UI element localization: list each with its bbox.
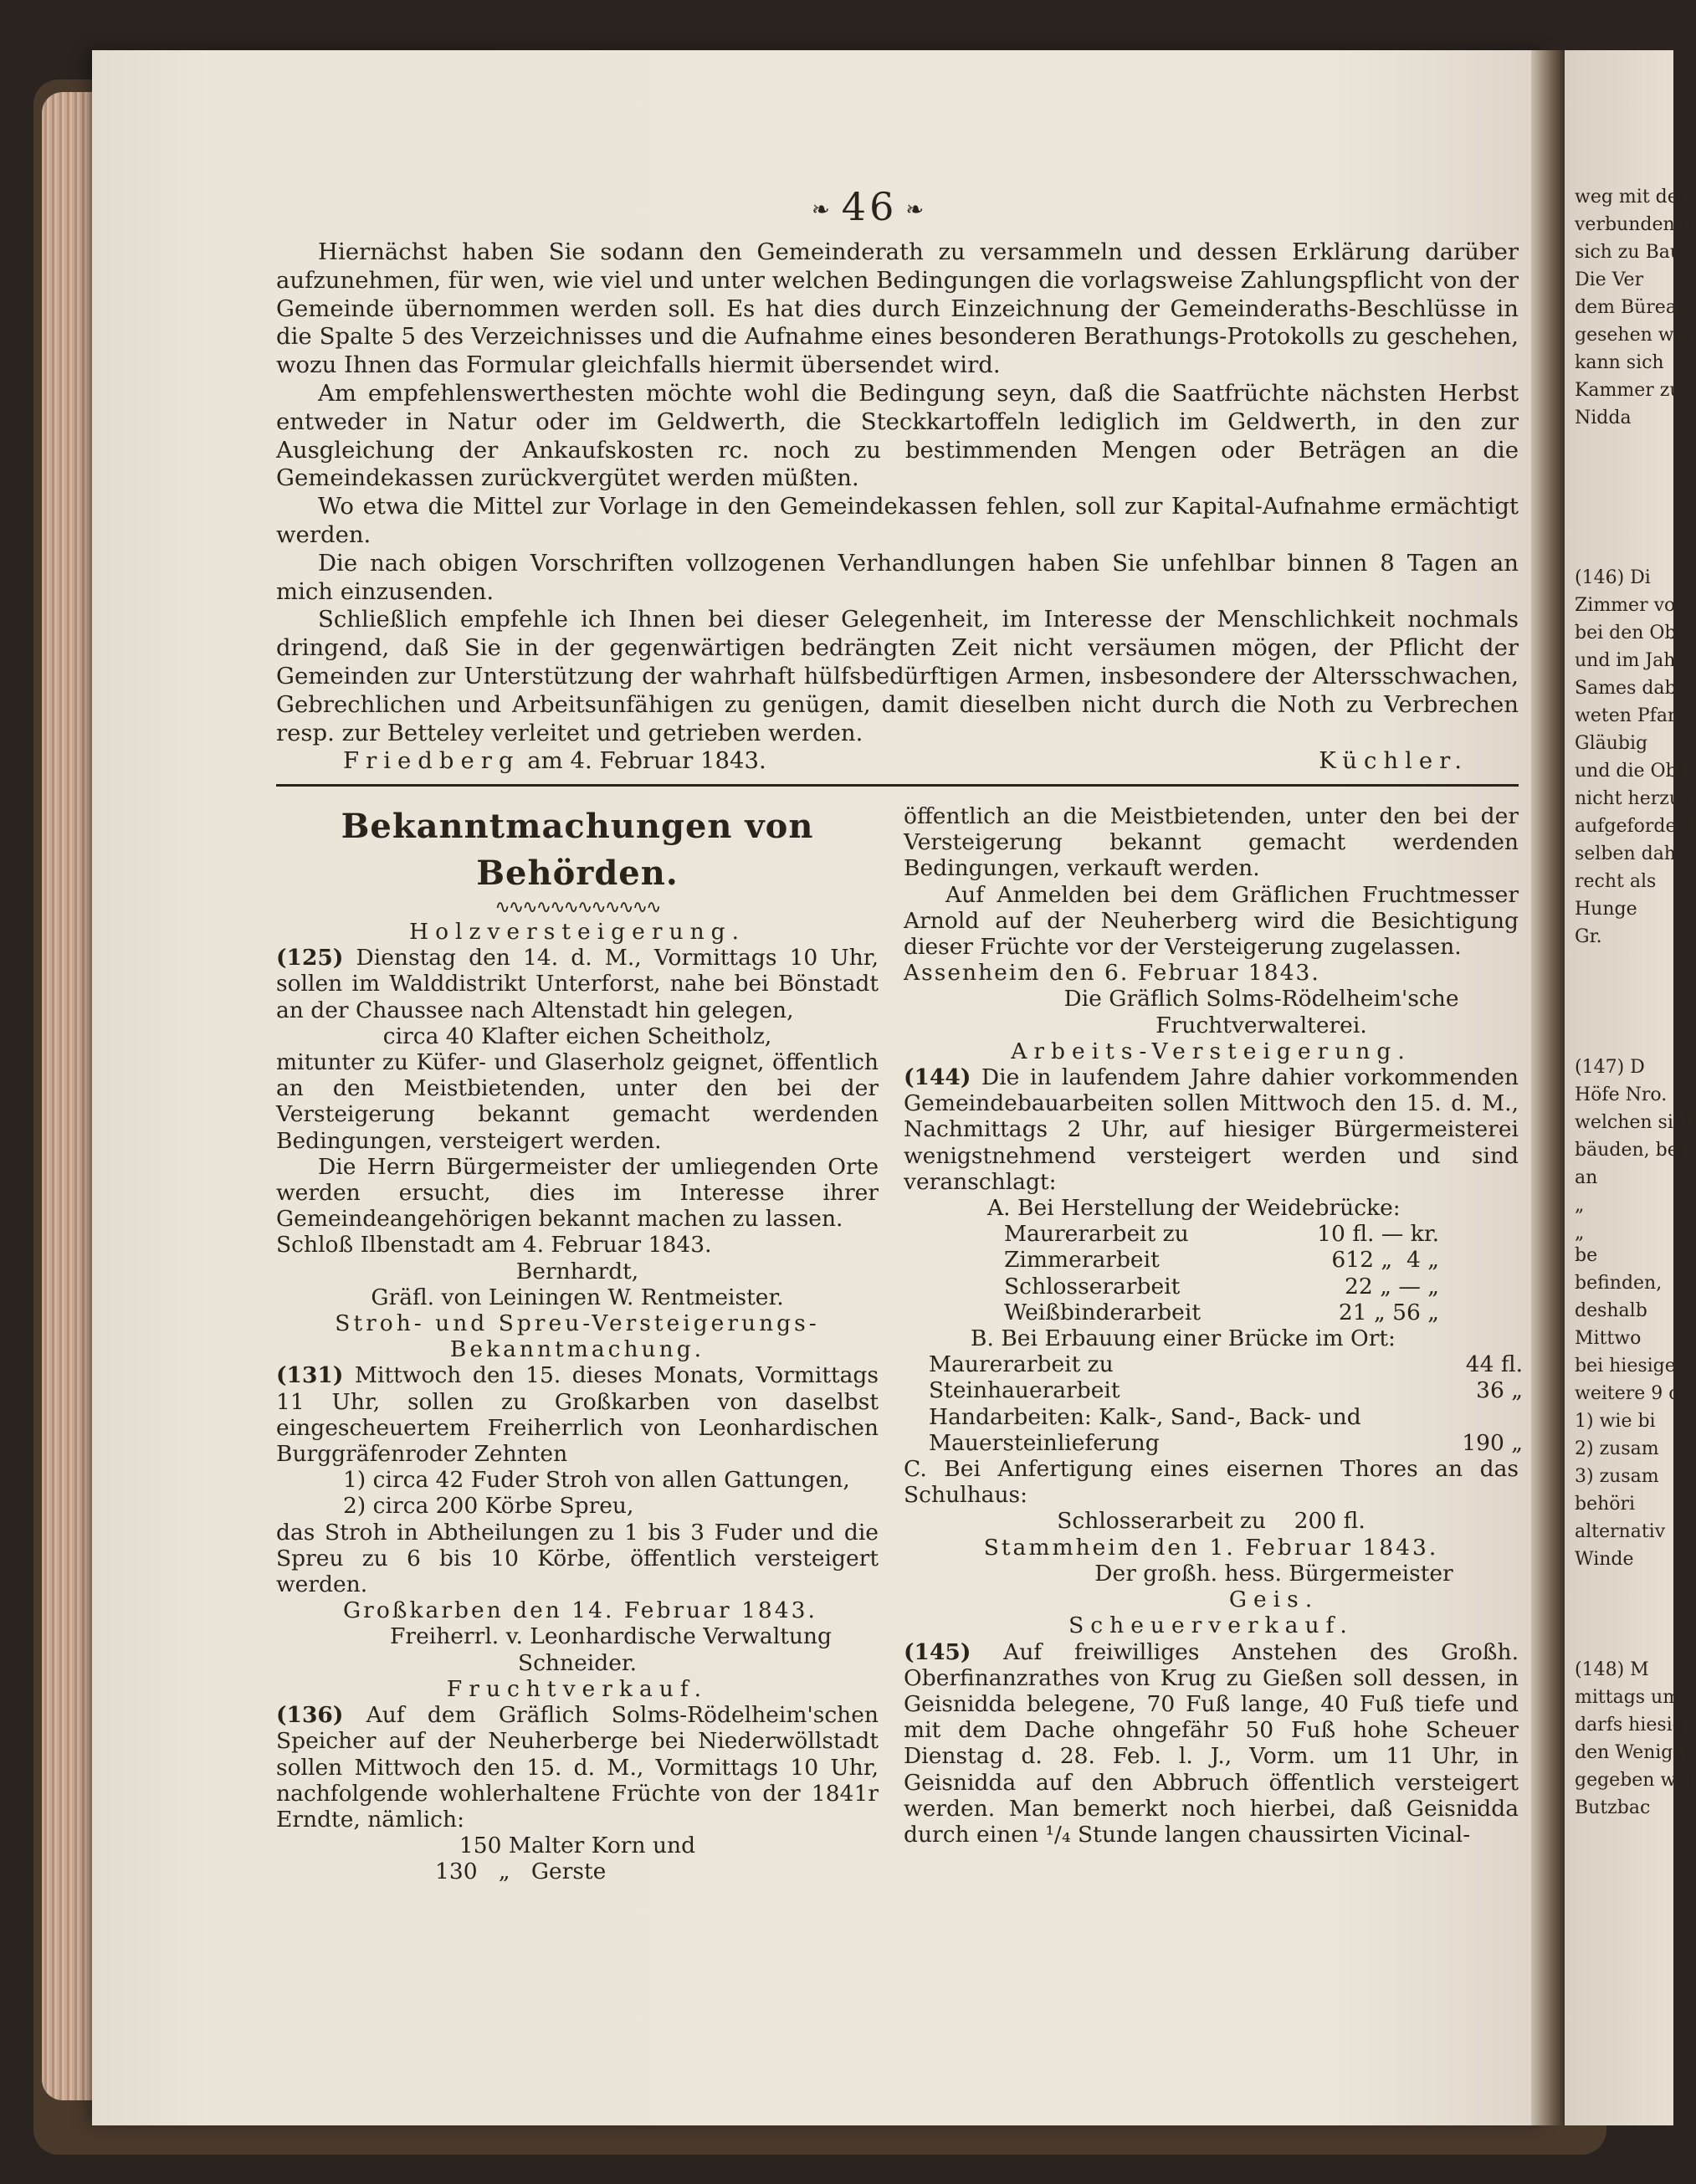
- notice-title: Fruchtverkauf.: [446, 1675, 709, 1702]
- notice-text: Auf dem Gräflich Solms-Rödelheim'schen Speicher auf der Neuherberge bei Niederwöllstadt sollen Mittwoch den 15. d. M., Vormittags 10 Uhr, nachfolgende wohlerhaltene Früchte von der 1841r Erndte, nämlich:: [276, 1702, 879, 1833]
- notice-text: Auf Anmelden bei dem Gräflichen Fruchtmesser Arnold auf der Neuherberg wird die Besichtigung dieser Früchte vor der Versteigerung zugelassen.: [904, 881, 1519, 961]
- notice-place: Schloß Ilbenstadt am 4. Februar 1843.: [276, 1232, 712, 1259]
- next-page-line: den Wenigst: [1575, 1742, 1690, 1763]
- list-item: 130 „ Gerste: [435, 1858, 607, 1885]
- intro-text: [276, 238, 1519, 776]
- cost-table-b: [929, 1351, 1523, 1456]
- next-page-line: Hunge: [1575, 899, 1637, 920]
- list-heading: C. Bei Anfertigung eines eisernen Thores an das Schulhaus:: [904, 1456, 1519, 1509]
- intro-paragraph: Die nach obigen Vorschriften vollzogenen Verhandlungen haben Sie unfehlbar binnen 8 Tagen an mich einzusenden.: [276, 549, 1519, 605]
- cost-label: Handarbeiten: Kalk-, Sand-, Back- und: [929, 1403, 1361, 1430]
- next-page-line: Höfe Nro.: [1575, 1084, 1668, 1105]
- next-page-line: selben dah: [1575, 843, 1676, 864]
- notice-title: Bekanntmachung.: [449, 1336, 705, 1363]
- next-page-line: bäuden, bei: [1575, 1140, 1684, 1161]
- notice-signature: Schneider.: [517, 1649, 638, 1676]
- notice-title: Arbeits-Versteigerung.: [1011, 1038, 1412, 1064]
- date: am 4. Februar 1843.: [520, 747, 766, 775]
- next-page-line: verbunden u: [1575, 214, 1693, 235]
- list-item: 1) circa 42 Fuder Stroh von allen Gattungen,: [343, 1467, 850, 1494]
- next-page-line: sich zu Bau: [1575, 242, 1683, 263]
- notice-text: öffentlich an die Meistbietenden, unter den bei der Versteigerung bekannt gemacht werdenden Bedingungen, verkauft werden.: [904, 803, 1519, 882]
- cost-row: [1004, 1221, 1439, 1247]
- next-page-line: nicht herzus: [1575, 788, 1691, 809]
- cost-label: Schlosserarbeit: [1004, 1273, 1181, 1300]
- next-page-line: (147) D: [1575, 1057, 1645, 1078]
- notice-136: [276, 1702, 879, 1833]
- list-item: 150 Malter Korn und: [459, 1833, 696, 1859]
- left-ornament-icon: ❧: [812, 197, 833, 223]
- cost-label: Weißbinderarbeit: [1004, 1299, 1201, 1325]
- left-column: [276, 803, 879, 1885]
- notice-number: (144): [904, 1064, 971, 1091]
- cost-label: Mauersteinlieferung: [929, 1429, 1160, 1456]
- notice-131: [276, 1362, 879, 1467]
- next-page-line: mittags um: [1575, 1687, 1681, 1708]
- notice-place: Assenheim den 6. Februar 1843.: [904, 960, 1320, 987]
- next-page-line: kann sich: [1575, 352, 1664, 373]
- list-heading: B. Bei Erbauung einer Brücke im Ort:: [971, 1325, 1396, 1352]
- cost-value: 36 „: [1476, 1377, 1523, 1404]
- notice-text: mitunter zu Küfer- und Glaserholz geignet, öffentlich an den Meistbietenden, unter den bei der Versteigerung bekannt gemacht werdenden Bedingungen, versteigert werden.: [276, 1049, 879, 1154]
- next-page-line: Nidda: [1575, 408, 1632, 428]
- notice-title: Stroh- und Spreu-Versteigerungs-: [335, 1310, 820, 1337]
- next-page-line: bei hiesiger: [1575, 1356, 1685, 1377]
- next-page-line: Mittwo: [1575, 1328, 1642, 1349]
- right-column: [904, 803, 1523, 1848]
- cost-row: [1004, 1300, 1439, 1325]
- next-page-line: bei den Ob: [1575, 623, 1677, 643]
- cost-value: 21 „ 56 „: [1338, 1299, 1439, 1325]
- next-page-line: behöri: [1575, 1494, 1636, 1515]
- next-page-line: gesehen wer: [1575, 325, 1694, 346]
- cost-table-a: [1004, 1221, 1439, 1325]
- next-page-line: aufgefordert: [1575, 816, 1693, 837]
- place-date: [276, 747, 766, 776]
- cost-row: [929, 1351, 1523, 1377]
- page-number-text: 46: [841, 184, 898, 229]
- list-item: Schlosserarbeit zu 200 fl.: [1057, 1508, 1366, 1535]
- next-page-line: Die Ver: [1575, 269, 1644, 290]
- notice-text: Auf freiwilliges Anstehen des Großh. Oberfinanzrathes von Krug zu Gießen soll dessen, in Geisnidda belegene, 70 Fuß lange, 40 Fuß tiefe und mit dem Dache ohngefähr 50 Fuß hohe Scheuer Dienstag d. 28. Feb. l. J., Vorm. um 11 Uhr, in Geisnidda auf den Abbruch öffentlich versteigert werden. Man bemerkt noch hierbei, daß Geisnidda durch einen ¹/₄ Stunde langen chaussirten Vicinal-: [904, 1638, 1519, 1848]
- intro-paragraph: Hiernächst haben Sie sodann den Gemeinderath zu versammeln und dessen Erklärung darüber aufzunehmen, für wen, wie viel und unter welchen Bedingungen die vorlagsweise Zahlungspflicht von der Gemeinde übernommen werden soll. Es hat dies durch Einzeichnung der Gemeinderaths-Beschlüsse in die Spalte 5 des Verzeichnisses und die Aufnahme eines besonderen Berathungs-Protokolls zu geschehen, wozu Ihnen das Formular gleichfalls hiermit übersendet wird.: [276, 238, 1519, 379]
- cost-value: 10 fl. — kr.: [1317, 1221, 1439, 1248]
- notice-signature: Fruchtverwalterei.: [1155, 1012, 1367, 1038]
- section-title: Bekanntmachungen von Behörden.: [341, 807, 814, 893]
- notice-number: (136): [276, 1702, 344, 1729]
- next-page-line: darfs hiesig: [1575, 1715, 1684, 1735]
- next-page-line: 2) zusam: [1575, 1438, 1659, 1459]
- cost-value: 190 „: [1462, 1429, 1523, 1456]
- notice-text: Die in laufendem Jahre dahier vorkommenden Gemeindebauarbeiten sollen Mittwoch den 15. d. M., Nachmittags 2 Uhr, auf hiesiger Bürgermeisterei wenigstnehmend versteigert werden und sind veranschlagt:: [904, 1064, 1519, 1195]
- next-page-line: Gr.: [1575, 926, 1602, 947]
- notice-text: Mittwoch den 15. dieses Monats, Vormittags 11 Uhr, sollen zu Großkarben von daselbst eingescheuertem Freiherrlich von Leonhardischen Burggräfenroder Zehnten: [276, 1362, 879, 1468]
- divider: [276, 784, 1519, 787]
- next-page-line: (146) Di: [1575, 567, 1651, 588]
- next-page-line: be: [1575, 1245, 1598, 1266]
- cost-row: [1004, 1274, 1439, 1300]
- notice-text: Dienstag den 14. d. M., Vormittags 10 Uhr, sollen im Walddistrikt Unterforst, nahe bei Bönstadt an der Chaussee nach Altenstadt hin gelegen,: [276, 945, 879, 1023]
- notice-125: [276, 945, 879, 1023]
- cost-label: Steinhauerarbeit: [929, 1377, 1120, 1404]
- notice-signature-role: Freiherrl. v. Leonhardische Verwaltung: [390, 1623, 832, 1650]
- next-page-line: (148) M: [1575, 1659, 1649, 1680]
- next-page-line: alternativ: [1575, 1521, 1666, 1542]
- notice-signature-role: Die Gräflich Solms-Rödelheim'sche: [1063, 986, 1459, 1013]
- notice-number: (131): [276, 1362, 344, 1389]
- next-page-line: Winde: [1575, 1549, 1634, 1570]
- next-page-line: weg mit der: [1575, 187, 1688, 208]
- notice-144: [904, 1064, 1519, 1195]
- notice-line: circa 40 Klafter eichen Scheitholz,: [382, 1023, 772, 1049]
- cost-label: Maurerarbeit zu: [1004, 1221, 1189, 1248]
- next-page-line: weitere 9 o: [1575, 1383, 1680, 1404]
- notice-number: (145): [904, 1638, 971, 1665]
- next-page-line: deshalb: [1575, 1300, 1647, 1321]
- next-page-line: „: [1575, 1195, 1585, 1216]
- next-page-line: „: [1575, 1223, 1585, 1243]
- cost-row: [929, 1430, 1523, 1456]
- cost-row: [929, 1404, 1523, 1430]
- cost-value: 44 fl.: [1465, 1351, 1523, 1378]
- next-page-line: 1) wie bi: [1575, 1411, 1656, 1432]
- intro-paragraph: Schließlich empfehle ich Ihnen bei dieser Gelegenheit, im Interesse der Menschlichkeit nochmals dringend, daß Sie in der gegenwärtigen bedrängten Zeit nicht versäumen mögen, der Pflicht der Gemeinden zur Unterstützung der wahrhaft hülfsbedürftigen Armen, insbesondere der Altersschwachen, Gebrechlichen und Arbeitsunfähigen zu genügen, damit dieselben nicht durch die Noth zu Verbrechen resp. zur Betteley verleitet und getrieben werden.: [276, 606, 1519, 746]
- cost-row: [1004, 1247, 1439, 1273]
- cost-label: Maurerarbeit zu: [929, 1351, 1114, 1378]
- next-page-line: recht als: [1575, 871, 1657, 892]
- notice-title: Holzversteigerung.: [408, 919, 746, 945]
- next-page-line: Butzbac: [1575, 1797, 1651, 1818]
- notice-title: Scheuerverkauf.: [1068, 1612, 1354, 1639]
- next-page-line: Kammer zu: [1575, 380, 1682, 401]
- notice-signature-role: Der großh. hess. Bürgermeister: [1094, 1560, 1453, 1587]
- notice-145: [904, 1639, 1519, 1848]
- next-page-line: Zimmer vo: [1575, 595, 1676, 616]
- place-name: Friedberg: [343, 747, 520, 775]
- squiggle-ornament: ∿∿∿∿∿∿∿∿∿∿∿∿: [494, 897, 660, 918]
- next-page-line: und die Obl: [1575, 761, 1683, 782]
- cost-value: 22 „ — „: [1345, 1273, 1439, 1300]
- next-page-line: welchen sich: [1575, 1112, 1696, 1133]
- next-page-line: Sames dab: [1575, 678, 1677, 699]
- notice-signature: Geis.: [1228, 1587, 1319, 1613]
- cost-label: Zimmerarbeit: [1004, 1247, 1160, 1274]
- next-page-line: 3) zusam: [1575, 1466, 1659, 1487]
- signature: Küchler.: [1319, 747, 1468, 775]
- cost-value: 612 „ 4 „: [1331, 1247, 1439, 1274]
- notice-text: das Stroh in Abtheilungen zu 1 bis 3 Fuder und die Spreu zu 6 bis 10 Körbe, öffentlich versteigert werden.: [276, 1519, 879, 1598]
- notice-text: Die Herrn Bürgermeister der umliegenden Orte werden ersucht, dies im Interesse ihrer Gemeindeangehörigen bekannt machen zu lassen.: [276, 1153, 879, 1233]
- intro-paragraph: Wo etwa die Mittel zur Vorlage in den Gemeindekassen fehlen, soll zur Kapital-Aufnahme ermächtigt werden.: [276, 493, 1519, 548]
- intro-signature-line: [276, 747, 1519, 776]
- next-page-line: dem Büreau: [1575, 297, 1689, 318]
- next-page-fragment: [1565, 50, 1696, 2125]
- intro-paragraph: Am empfehlenswerthesten möchte wohl die Bedingung seyn, daß die Saatfrüchte nächsten Herbst entweder in Natur oder im Geldwerth, die Steckkartoffeln lediglich im Geldwerth, in den zur Ausgleichung der Ankaufskosten rc. noch zu bestimmenden Mengen oder Beträgen an die Gemeindekassen zurückvergütet werden müßten.: [276, 379, 1519, 492]
- notice-place: Großkarben den 14. Februar 1843.: [343, 1597, 817, 1624]
- right-ornament-icon: ❧: [905, 197, 928, 223]
- list-heading: A. Bei Herstellung der Weidebrücke:: [987, 1195, 1401, 1222]
- next-page-line: weten Pfarr: [1575, 705, 1685, 726]
- next-page-line: an: [1575, 1167, 1598, 1188]
- next-page-line: und im Jah: [1575, 650, 1676, 671]
- cost-row: [929, 1377, 1523, 1403]
- notice-place: Stammheim den 1. Februar 1843.: [983, 1534, 1439, 1561]
- cost-value: [1449, 1404, 1523, 1430]
- gutter: [1531, 50, 1569, 2125]
- next-page-line: gegeben wer: [1575, 1770, 1696, 1791]
- next-page-line: befinden,: [1575, 1273, 1663, 1294]
- next-page-line: Gläubig: [1575, 733, 1648, 754]
- list-item: 2) circa 200 Körbe Spreu,: [343, 1493, 634, 1520]
- notice-number: (125): [276, 945, 344, 972]
- page-number: [803, 184, 935, 229]
- notice-signature-role: Gräfl. von Leiningen W. Rentmeister.: [371, 1284, 784, 1310]
- notice-signature: Bernhardt,: [515, 1258, 639, 1284]
